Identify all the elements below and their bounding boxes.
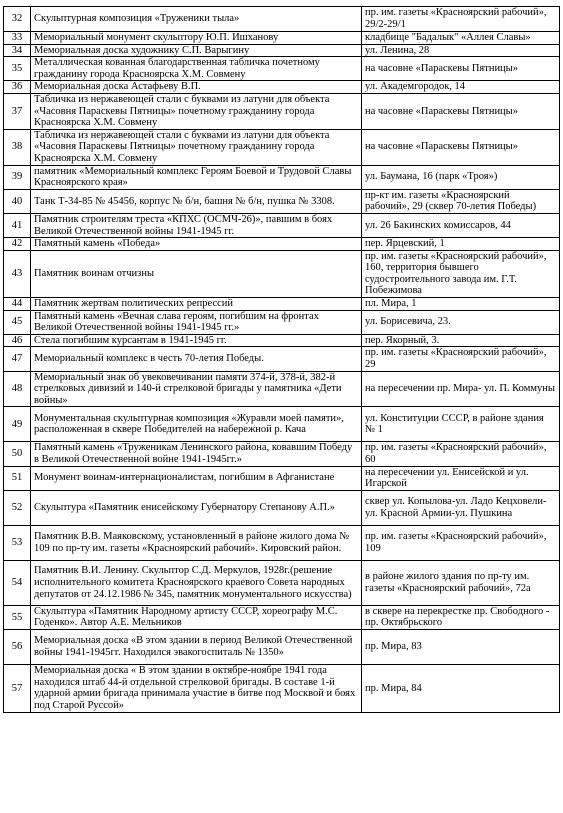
monument-address-cell: сквер ул. Копылова-ул. Ладо Кецховели-ул. Красной Армии-ул. Пушкина xyxy=(362,490,560,525)
monument-name-cell: Металлическая кованная благодарственная табличка почетному гражданину города Красноярска Х.М. Совмену xyxy=(31,57,362,81)
monument-name-cell: Мемориальный знак об увековечивании памяти 374-й, 378-й, 382-й стрелковых дивизий и 140-й стрелковой бригады у памятника «Дети войны» xyxy=(31,371,362,407)
table-row xyxy=(4,334,560,347)
row-number-cell: 33 xyxy=(4,32,31,45)
table-row xyxy=(4,129,560,165)
table-row xyxy=(4,560,560,605)
table-row xyxy=(4,32,560,45)
table-row xyxy=(4,407,560,442)
monument-address-cell: в районе жилого здания по пр-ту им. газеты «Красноярский рабочий», 72а xyxy=(362,560,560,605)
table-row xyxy=(4,189,560,213)
monument-name-cell: памятник «Мемориальный комплекс Героям Боевой и Трудовой Славы Красноярского края» xyxy=(31,165,362,189)
monument-address-cell: ул. Конституции СССР, в районе здания № 1 xyxy=(362,407,560,442)
monument-name-cell: Мемориальная доска художнику С.П. Варыгину xyxy=(31,44,362,57)
table-row xyxy=(4,371,560,407)
row-number-cell: 40 xyxy=(4,189,31,213)
row-number-cell: 37 xyxy=(4,93,31,129)
monument-name-cell: Скульптура «Памятник Народному артисту СССР, хореографу М.С. Годенко». Автор А.Е. Мельников xyxy=(31,605,362,629)
table-row xyxy=(4,81,560,94)
monument-name-cell: Монументальная скульптурная композиция «Журавли моей памяти», расположенная в сквере Победителей на набережной р. Кача xyxy=(31,407,362,442)
monument-name-cell: Памятник В.И. Ленину. Скульптор С.Д. Меркулов, 1928г.(решение исполнительного комитета Красноярского краевого Совета народных депутатов от 24.12.1986 № 345, памятник монументального искусства) xyxy=(31,560,362,605)
row-number-cell: 34 xyxy=(4,44,31,57)
monument-name-cell: Монумент воинам-интернационалистам, погибшим в Афганистане xyxy=(31,466,362,490)
row-number-cell: 55 xyxy=(4,605,31,629)
row-number-cell: 54 xyxy=(4,560,31,605)
row-number-cell: 48 xyxy=(4,371,31,407)
monuments-table-body xyxy=(4,7,560,713)
monument-name-cell: Мемориальная доска Астафьеву В.П. xyxy=(31,81,362,94)
monument-address-cell: пр. им. газеты «Красноярский рабочий», 109 xyxy=(362,525,560,560)
table-row xyxy=(4,238,560,251)
row-number-cell: 44 xyxy=(4,298,31,311)
row-number-cell: 39 xyxy=(4,165,31,189)
row-number-cell: 47 xyxy=(4,347,31,371)
monument-address-cell: на часовне «Параскевы Пятницы» xyxy=(362,129,560,165)
row-number-cell: 57 xyxy=(4,664,31,712)
monument-address-cell: пр. Мира, 83 xyxy=(362,629,560,664)
monument-address-cell: ул. Борисевича, 23. xyxy=(362,310,560,334)
monument-name-cell: Памятный камень «Вечная слава героям, погибшим на фронтах Великой Отечественной войны 1941-1945 гг.» xyxy=(31,310,362,334)
row-number-cell: 32 xyxy=(4,7,31,32)
monument-address-cell: пер. Ярцевский, 1 xyxy=(362,238,560,251)
monument-address-cell: пер. Якорный, 3. xyxy=(362,334,560,347)
row-number-cell: 35 xyxy=(4,57,31,81)
table-row xyxy=(4,298,560,311)
monument-name-cell: Мемориальная доска « В этом здании в октябре-ноябре 1941 года находился штаб 44-й отдельной стрелковой бригады. В составе 1-й ударной армии бригада принимала участие в битве под Москвой и боях под Старой Руссой» xyxy=(31,664,362,712)
monument-address-cell: пр-кт им. газеты «Красноярский рабочий», 29 (сквер 70-летия Победы) xyxy=(362,189,560,213)
row-number-cell: 45 xyxy=(4,310,31,334)
table-row xyxy=(4,347,560,371)
table-row xyxy=(4,490,560,525)
monument-name-cell: Скульптура «Памятник енисейскому Губернатору Степанову А.П.» xyxy=(31,490,362,525)
table-row xyxy=(4,629,560,664)
table-row xyxy=(4,466,560,490)
monument-address-cell: пр. им. газеты «Красноярский рабочий», 29/2-29/1 xyxy=(362,7,560,32)
monument-address-cell: пл. Мира, 1 xyxy=(362,298,560,311)
row-number-cell: 38 xyxy=(4,129,31,165)
table-row xyxy=(4,213,560,237)
monument-address-cell: пр. им. газеты «Красноярский рабочий», 29 xyxy=(362,347,560,371)
table-row xyxy=(4,525,560,560)
monument-name-cell: Табличка из нержавеющей стали с буквами из латуни для объекта «Часовня Параскевы Пятницы» почетному гражданину города Красноярска Х.М. Совмену xyxy=(31,93,362,129)
row-number-cell: 51 xyxy=(4,466,31,490)
row-number-cell: 56 xyxy=(4,629,31,664)
row-number-cell: 43 xyxy=(4,250,31,297)
table-row xyxy=(4,664,560,712)
monument-address-cell: пр. им. газеты «Красноярский рабочий», 60 xyxy=(362,442,560,466)
monument-name-cell: Стела погибшим курсантам в 1941-1945 гг. xyxy=(31,334,362,347)
monument-name-cell: Танк Т-34-85 № 45456, корпус № б/н, башня № б/н, пушка № 3308. xyxy=(31,189,362,213)
monument-name-cell: Памятный камень «Труженикам Ленинского района, ковавшим Победу в Великой Отечественной войне 1941-1945гг.» xyxy=(31,442,362,466)
monument-address-cell: на пересечении пр. Мира- ул. П. Коммуны xyxy=(362,371,560,407)
monument-name-cell: Памятник строителям треста «КПХС (ОСМЧ-26)», павшим в боях Великой Отечественной войны 1941-1945 гг. xyxy=(31,213,362,237)
monument-name-cell: Скульптурная композиция «Труженики тыла» xyxy=(31,7,362,32)
monument-address-cell: кладбище "Бадалык" «Аллея Славы» xyxy=(362,32,560,45)
monuments-table-document xyxy=(3,6,559,713)
table-row xyxy=(4,165,560,189)
monument-name-cell: Памятник жертвам политических репрессий xyxy=(31,298,362,311)
monument-address-cell: на часовне «Параскевы Пятницы» xyxy=(362,57,560,81)
table-row xyxy=(4,250,560,297)
monument-name-cell: Памятник воинам отчизны xyxy=(31,250,362,297)
monument-address-cell: в сквере на перекрестке пр. Свободного - пр. Октябрьского xyxy=(362,605,560,629)
monuments-table xyxy=(3,6,560,713)
row-number-cell: 53 xyxy=(4,525,31,560)
monument-name-cell: Памятный камень «Победа» xyxy=(31,238,362,251)
monument-name-cell: Мемориальный комплекс в честь 70-летия Победы. xyxy=(31,347,362,371)
table-row xyxy=(4,442,560,466)
table-row xyxy=(4,57,560,81)
monument-address-cell: ул. Ленина, 28 xyxy=(362,44,560,57)
monument-name-cell: Мемориальный монумент скульптору Ю.П. Ишханову xyxy=(31,32,362,45)
row-number-cell: 50 xyxy=(4,442,31,466)
monument-address-cell: пр. Мира, 84 xyxy=(362,664,560,712)
monument-address-cell: пр. им. газеты «Красноярский рабочий», 160, территория бывшего судостроительного завода им. Г.Т. Побежимова xyxy=(362,250,560,297)
table-row xyxy=(4,93,560,129)
table-row xyxy=(4,7,560,32)
table-row xyxy=(4,44,560,57)
monument-name-cell: Табличка из нержавеющей стали с буквами из латуни для объекта «Часовня Параскевы Пятницы» почетному гражданину города Красноярска Х.М. Совмену xyxy=(31,129,362,165)
monument-address-cell: на пересечении ул. Енисейской и ул. Игарской xyxy=(362,466,560,490)
table-row xyxy=(4,605,560,629)
row-number-cell: 36 xyxy=(4,81,31,94)
row-number-cell: 41 xyxy=(4,213,31,237)
row-number-cell: 42 xyxy=(4,238,31,251)
monument-name-cell: Памятник В.В. Маяковскому, установленный в районе жилого дома № 109 по пр-ту им. газеты «Красноярский рабочий». Кировский район. xyxy=(31,525,362,560)
monument-address-cell: на часовне «Параскевы Пятницы» xyxy=(362,93,560,129)
monument-address-cell: ул. Академгородок, 14 xyxy=(362,81,560,94)
monument-address-cell: ул. Баумана, 16 (парк «Троя») xyxy=(362,165,560,189)
row-number-cell: 46 xyxy=(4,334,31,347)
table-row xyxy=(4,310,560,334)
monument-name-cell: Мемориальная доска «В этом здании в период Великой Отечественной войны 1941-1945гг. Находился эвакогоспиталь № 1350» xyxy=(31,629,362,664)
row-number-cell: 49 xyxy=(4,407,31,442)
monument-address-cell: ул. 26 Бакинских комиссаров, 44 xyxy=(362,213,560,237)
row-number-cell: 52 xyxy=(4,490,31,525)
